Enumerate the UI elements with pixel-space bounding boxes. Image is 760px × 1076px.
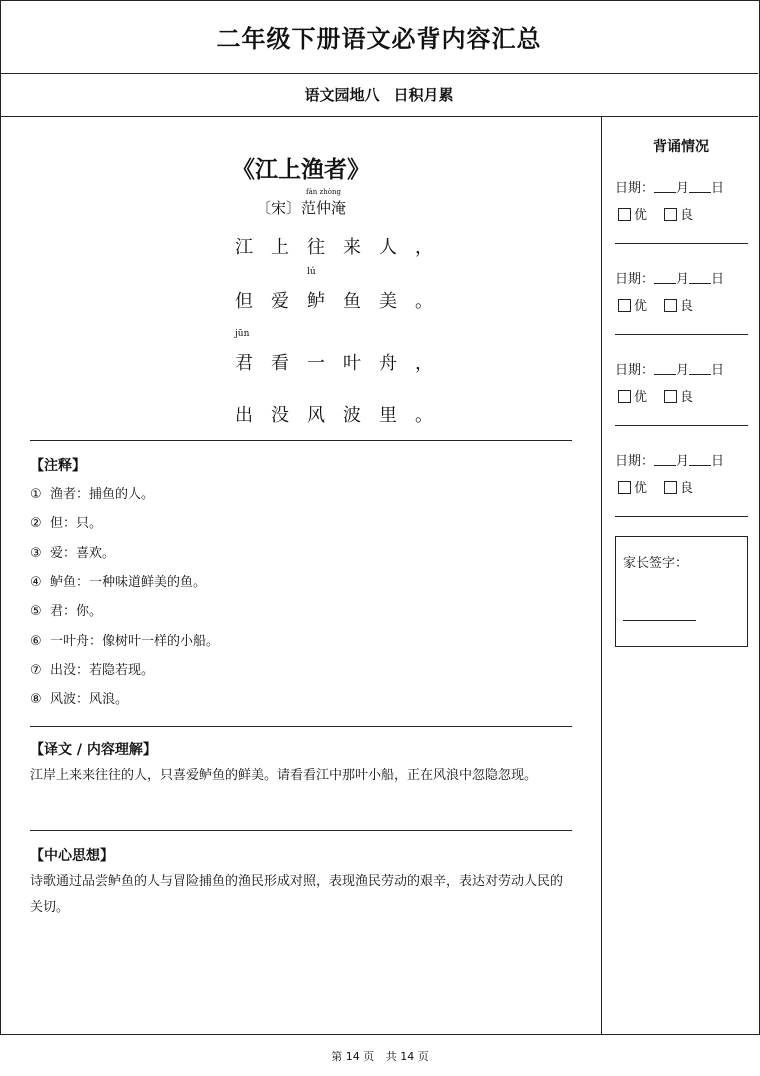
note-text: 但：只。	[50, 516, 103, 532]
poem-char: 风	[307, 405, 343, 426]
day-blank[interactable]	[689, 180, 711, 193]
day-label: 日	[711, 363, 725, 378]
month-label: 月	[676, 181, 690, 196]
poem-char: 江	[235, 237, 271, 258]
poem-line	[235, 401, 451, 427]
char-pinyin: lú	[307, 267, 316, 277]
date-label: 日期：	[615, 454, 655, 469]
page-header	[0, 0, 758, 74]
translation-heading: 【译文 / 内容理解】	[30, 742, 157, 758]
note-number: ⑥	[30, 633, 42, 649]
day-label: 日	[711, 272, 725, 287]
signature-line[interactable]	[623, 620, 696, 621]
date-row	[615, 359, 724, 378]
good-checkbox[interactable]	[664, 299, 677, 312]
author-pinyin: fàn zhòng	[306, 188, 341, 196]
grade-row	[618, 204, 693, 223]
note-number: ②	[30, 516, 42, 532]
parent-signature-label: 家长签字：	[623, 556, 689, 571]
poem-char: 。	[415, 291, 451, 312]
note-text: 出没：若隐若现。	[50, 662, 155, 678]
note-item	[30, 630, 219, 649]
page-title: 二年级下册语文必背内容汇总	[216, 25, 542, 53]
poem-char: 看	[271, 353, 307, 374]
poem-char: 没	[271, 405, 307, 426]
author-name: 范仲淹	[301, 199, 347, 217]
note-item	[30, 659, 154, 678]
poem-char: 舟	[379, 353, 415, 374]
good-checkbox[interactable]	[664, 208, 677, 221]
good-checkbox[interactable]	[664, 481, 677, 494]
date-label: 日期：	[615, 363, 655, 378]
poem-line	[235, 233, 451, 259]
note-text: 爱：喜欢。	[50, 545, 116, 561]
poem-char: 。	[415, 405, 451, 426]
page-footer	[0, 1048, 760, 1064]
excellent-label: 优	[634, 208, 648, 223]
poem-char: 出	[235, 405, 271, 426]
poem-char: 往	[307, 237, 343, 258]
grade-row	[618, 295, 693, 314]
good-checkbox[interactable]	[664, 390, 677, 403]
note-text: 君：你。	[50, 604, 103, 620]
date-label: 日期：	[615, 181, 655, 196]
note-number: ⑤	[30, 604, 42, 620]
translation-text: 江岸上来来往往的人，只喜爱鲈鱼的鲜美。请看看江中那叶小船，正在风浪中忽隐忽现。	[30, 768, 538, 783]
poem-char: 叶	[343, 353, 379, 374]
poem-char: 美	[379, 291, 415, 312]
poem-char: 爱	[271, 291, 307, 312]
poem-char: ，	[415, 353, 451, 374]
grade-row	[618, 386, 693, 405]
poem-author	[0, 188, 602, 218]
good-label: 良	[680, 299, 694, 314]
excellent-label: 优	[634, 299, 648, 314]
note-item	[30, 483, 154, 502]
poem-line	[235, 267, 451, 313]
excellent-checkbox[interactable]	[618, 481, 631, 494]
note-item	[30, 542, 115, 561]
note-number: ①	[30, 487, 42, 502]
divider-line	[30, 440, 572, 441]
theme-heading: 【中心思想】	[30, 848, 114, 864]
note-item	[30, 571, 206, 590]
record-divider	[615, 516, 748, 517]
poem-char: 里	[379, 405, 415, 426]
divider-line	[30, 726, 572, 727]
record-divider	[615, 425, 748, 426]
note-number: ③	[30, 545, 42, 561]
month-blank[interactable]	[654, 271, 676, 284]
poem-char: 鱼	[343, 291, 379, 312]
column-divider	[601, 117, 602, 1034]
note-item	[30, 512, 102, 531]
section-subheader	[0, 73, 758, 117]
record-divider	[615, 334, 748, 335]
char-pinyin: jūn	[235, 329, 250, 339]
notes-heading: 【注释】	[30, 458, 86, 474]
page-number: 第 14 页	[331, 1050, 375, 1063]
note-number: ⑦	[30, 662, 42, 678]
poem-char: 人	[379, 237, 415, 258]
note-text: 风波：风浪。	[50, 692, 129, 708]
poem-char: 上	[271, 237, 307, 258]
poem-char: 鲈 lú	[307, 267, 343, 312]
day-label: 日	[711, 181, 725, 196]
day-blank[interactable]	[689, 271, 711, 284]
month-blank[interactable]	[654, 362, 676, 375]
month-label: 月	[676, 454, 690, 469]
unit-label: 语文园地八	[304, 86, 380, 104]
poem-char: 一	[307, 353, 343, 374]
date-row	[615, 450, 724, 469]
day-blank[interactable]	[689, 362, 711, 375]
record-divider	[615, 243, 748, 244]
poem-char: 波	[343, 405, 379, 426]
theme-text: 诗歌通过品尝鲈鱼的人与冒险捕鱼的渔民形成对照，表现渔民劳动的艰辛，表达对劳动人民的关切。	[30, 874, 564, 915]
excellent-checkbox[interactable]	[618, 208, 631, 221]
author-name-ruby	[301, 188, 347, 218]
month-label: 月	[676, 363, 690, 378]
month-blank[interactable]	[654, 453, 676, 466]
excellent-label: 优	[634, 481, 648, 496]
poem-title: 《江上渔者》	[232, 156, 370, 183]
poem-char: ，	[415, 237, 451, 258]
divider-line	[30, 830, 572, 831]
poem-char: 来	[343, 237, 379, 258]
note-item	[30, 600, 102, 619]
poem-char: 但	[235, 291, 271, 312]
note-item	[30, 688, 128, 707]
grade-row	[618, 477, 693, 496]
good-label: 良	[680, 208, 694, 223]
parent-signature-box	[615, 536, 748, 647]
month-blank[interactable]	[654, 180, 676, 193]
excellent-checkbox[interactable]	[618, 299, 631, 312]
topic-label: 日积月累	[393, 86, 454, 104]
date-row	[615, 268, 724, 287]
month-label: 月	[676, 272, 690, 287]
page-total: 共 14 页	[385, 1050, 429, 1063]
note-text: 一叶舟：像树叶一样的小船。	[50, 633, 220, 649]
day-label: 日	[711, 454, 725, 469]
note-text: 鲈鱼：一种味道鲜美的鱼。	[50, 574, 207, 590]
excellent-label: 优	[634, 390, 648, 405]
note-number: ⑧	[30, 692, 42, 708]
recitation-heading: 背诵情况	[653, 139, 709, 155]
note-text: 渔者：捕鱼的人。	[50, 487, 155, 502]
date-label: 日期：	[615, 272, 655, 287]
poem-char: 君 jūn	[235, 329, 271, 374]
day-blank[interactable]	[689, 453, 711, 466]
dynasty: 〔宋〕	[255, 199, 301, 217]
poem-line	[235, 329, 451, 375]
note-number: ④	[30, 574, 42, 590]
good-label: 良	[680, 481, 694, 496]
good-label: 良	[680, 390, 694, 405]
date-row	[615, 177, 724, 196]
excellent-checkbox[interactable]	[618, 390, 631, 403]
